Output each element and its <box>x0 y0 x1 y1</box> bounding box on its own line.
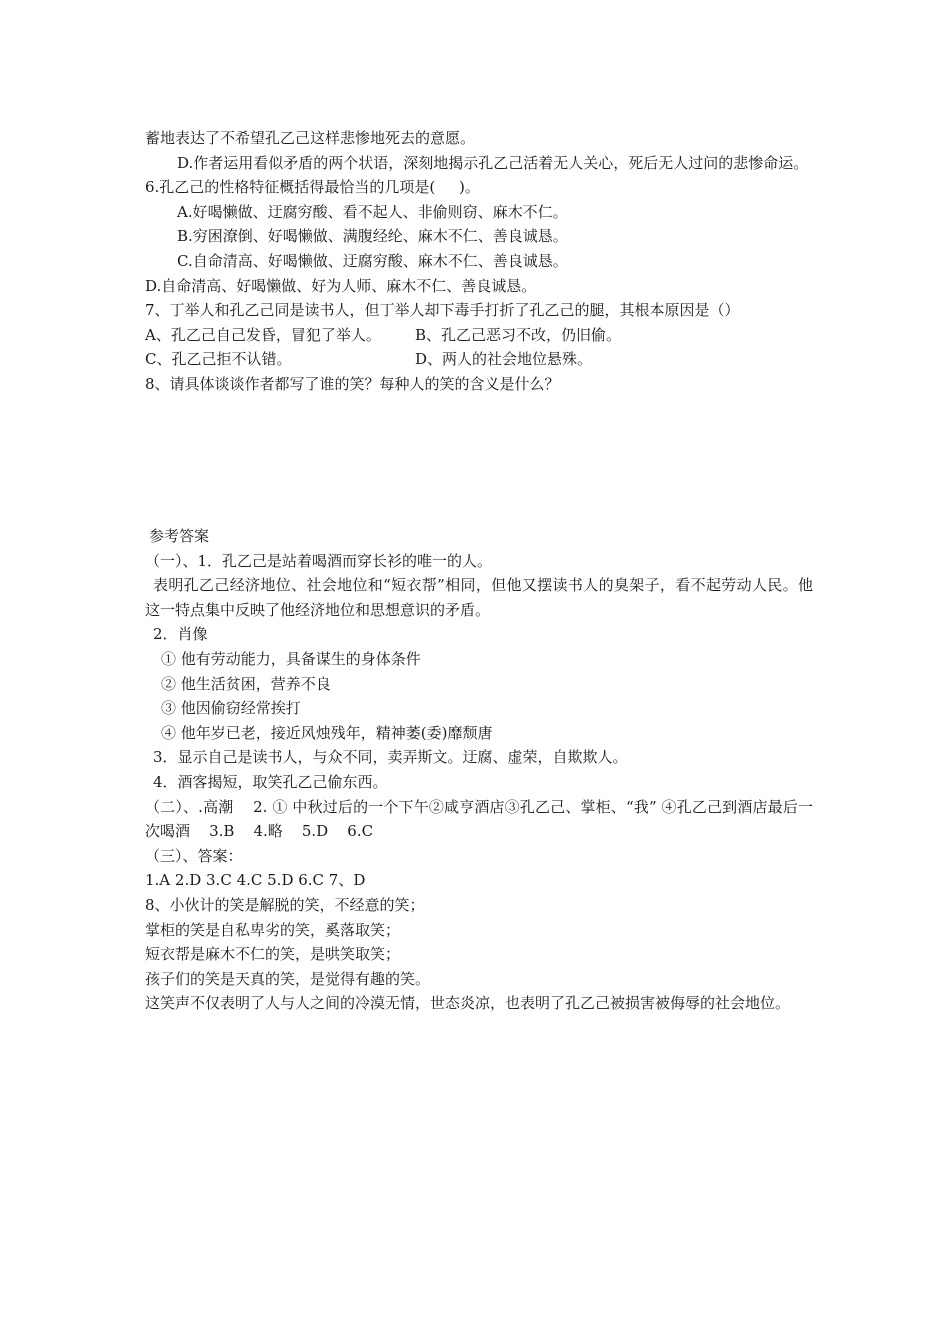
q7-option-a: A、孔乙己自己发昏，冒犯了举人。 <box>145 325 381 344</box>
answer-section-2: （二）、.高潮 2. ① 中秋过后的一个下午②咸亨酒店③孔乙己、掌柜、“我” ④孔乙己到酒店最后一次喝酒 3.B 4.略 5.D 6.C <box>145 797 813 841</box>
answer-q8-line-1: 8、小伙计的笑是解脱的笑，不经意的笑； <box>145 895 425 914</box>
q6-option-b: B.穷困潦倒、好喝懒做、满腹经纶、麻木不仁、善良诚恳。 <box>177 227 568 246</box>
answers-section <box>145 524 813 1016</box>
paragraph-continuation: 蓄地表达了不希望孔乙己这样悲惨地死去的意愿。 <box>145 129 476 147</box>
q7-options-row-2 <box>145 347 813 372</box>
q7-stem: 7、丁举人和孔乙己同是读书人，但丁举人却下毒手打折了孔乙己的腿，其根本原因是（） <box>145 301 740 320</box>
answer-portrait-point-1: ① 他有劳动能力，具备谋生的身体条件 <box>161 649 421 668</box>
answer-section-1-item-3: 3．显示自己是读书人，与众不同，卖弄斯文。迂腐、虚荣，自欺欺人。 <box>153 748 628 767</box>
q6-option-d: D.自命清高、好喝懒做、好为人师、麻木不仁、善良诚恳。 <box>145 276 537 295</box>
q6-option-c: C.自命清高、好喝懒做、迂腐穷酸、麻木不仁、善良诚恳。 <box>177 251 568 270</box>
q7-options-row-1 <box>145 323 813 348</box>
questions-section <box>145 126 813 397</box>
answer-section-1-item-1-detail: 表明孔乙己经济地位、社会地位和“短衣帮”相同，但他又摆读书人的臭架子，看不起劳动人民。他这一特点集中反映了他经济地位和思想意识的矛盾。 <box>145 576 813 619</box>
q7-option-d: D、两人的社会地位悬殊。 <box>415 350 593 369</box>
q6-stem: 6.孔乙己的性格特征概括得最恰当的几项是( )。 <box>145 178 480 197</box>
answer-portrait-point-2: ② 他生活贫困，营养不良 <box>161 674 331 693</box>
answer-section-1-item-4: 4．酒客揭短，取笑孔乙己偷东西。 <box>153 772 388 791</box>
answer-portrait-point-4: ④ 他年岁已老，接近风烛残年，精神萎(委)靡颓唐 <box>161 723 493 742</box>
answer-section-3-list: 1.A 2.D 3.C 4.C 5.D 6.C 7、D <box>145 871 366 890</box>
q7-option-c: C、孔乙己拒不认错。 <box>145 350 292 369</box>
answer-portrait-point-3: ③ 他因偷窃经常挨打 <box>161 699 301 718</box>
answer-section-1-item-2: 2．肖像 <box>153 625 208 644</box>
answer-section-3-title: （三）、答案： <box>145 846 243 865</box>
answer-q8-line-3: 短衣帮是麻木不仁的笑，是哄笑取笑； <box>145 945 401 964</box>
answer-q8-line-4: 孩子们的笑是天真的笑，是觉得有趣的笑。 <box>145 969 431 988</box>
answer-q8-summary: 这笑声不仅表明了人与人之间的冷漠无情，世态炎凉，也表明了孔乙己被损害被侮辱的社会地位。 <box>145 994 791 1013</box>
answers-title: 参考答案 <box>149 527 210 545</box>
answer-section-1-item-1: （一）、1．孔乙己是站着喝酒而穿长衫的唯一的人。 <box>145 551 493 570</box>
q5-option-d: D.作者运用看似矛盾的两个状语，深刻地揭示孔乙己活着无人关心，死后无人过问的悲惨命运。 <box>177 153 809 172</box>
q8-stem: 8、请具体谈谈作者都写了谁的笑？每种人的笑的含义是什么？ <box>145 374 560 393</box>
answer-q8-line-2: 掌柜的笑是自私卑劣的笑，奚落取笑； <box>145 920 401 939</box>
q6-option-a: A.好喝懒做、迂腐穷酸、看不起人、非偷则窃、麻木不仁。 <box>177 202 568 221</box>
q7-option-b: B、孔乙己恶习不改，仍旧偷。 <box>415 325 622 344</box>
